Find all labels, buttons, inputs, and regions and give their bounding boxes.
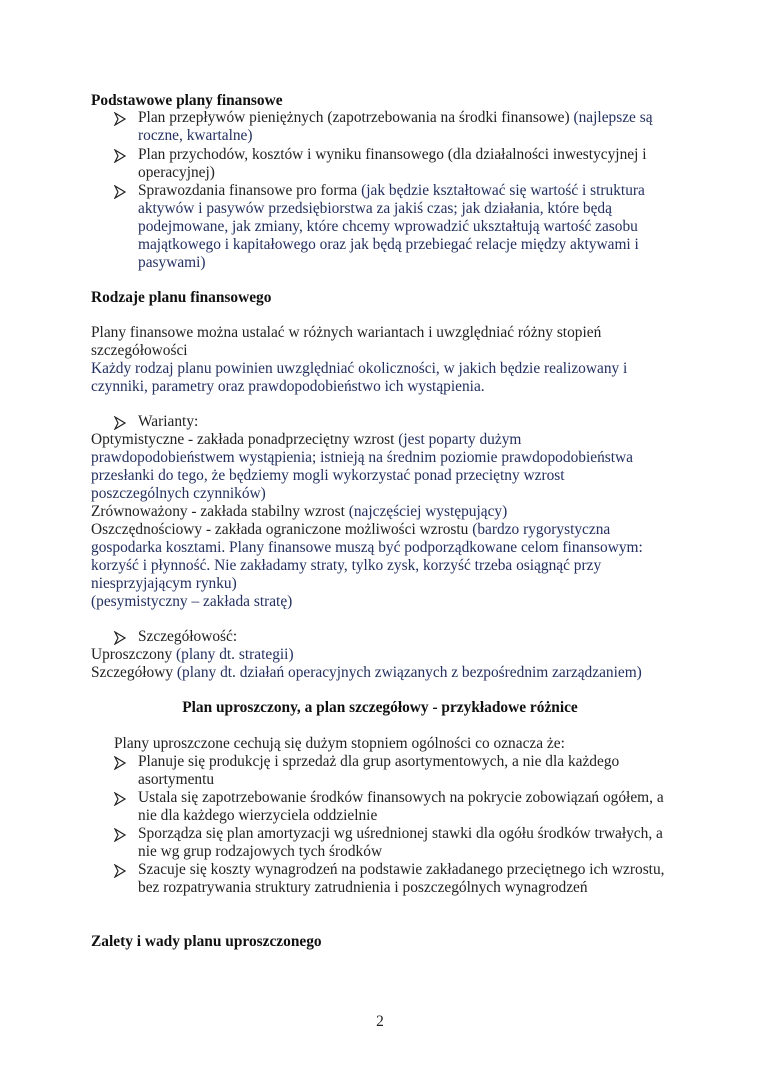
section-heading-differences: Plan uproszczony, a plan szczegółowy - przykładowe różnice [182,699,578,716]
variant-text: Oszczędnościowy - zakłada ograniczone możliwości wzrostu [91,521,473,538]
detail-detailed [91,664,642,682]
list-item: Ustala się zapotrzebowanie środków finansowych na pokrycie zobowiązań ogółem, a [138,789,664,806]
detail-note: (plany dt. działań operacyjnych związanych z bezpośrednim zarządzaniem) [176,664,642,681]
paragraph-line: Plany uproszczone cechują się dużym stopniem ogólności co oznacza że: [114,735,565,752]
detail-note: (plany dt. strategii) [176,646,294,663]
detail-simplified [91,646,294,664]
list-item: Planuje się produkcję i sprzedaż dla grup asortymentowych, a nie dla każdego [138,753,620,770]
section-heading-plan-types: Rodzaje planu finansowego [91,289,272,306]
bullet-note-continued: aktywów i pasywów przedsiębiorstwa za jakiś czas; jak działania, które będą [138,200,612,217]
detail-label: Szczegółowość: [138,628,238,645]
variant-note-continued: korzyść i płynność. Nie zakładamy straty, tylko zysk, korzyść trzeba osiągnąć przy [91,557,602,574]
bullet-text: Sprawozdania finansowe pro forma [138,182,362,199]
section-heading-pros-cons: Zalety i wady planu uproszczonego [91,933,322,950]
variant-note-continued: poszczególnych czynników) [91,485,266,502]
arrow-bullet-icon [113,112,127,126]
variant-note-continued: przesłanki do tego, że będziemy mogli wykorzystać ponad przeciętny wzrost [91,467,565,484]
detail-text: Uproszczony [91,646,177,663]
paragraph-note: czynniki, parametry oraz prawdopodobieństwo ich wystąpienia. [91,378,485,395]
list-item [138,182,645,200]
variant-note: (najczęściej występujący) [348,503,508,520]
bullet-text: Plan przepływów pieniężnych (zapotrzebowania na środki finansowe) [138,109,574,126]
variant-note-continued: niesprzyjającym rynku) [91,575,237,592]
list-item: Sporządza się plan amortyzacji wg uśrednionej stawki dla ogółu środków trwałych, a [138,825,663,842]
variant-text: Optymistyczne - zakłada ponadprzeciętny wzrost [91,431,399,448]
arrow-bullet-icon [113,416,127,430]
page-number: 2 [376,1013,384,1030]
detail-text: Szczegółowy [91,664,177,681]
variant-saving [91,521,610,539]
section-heading-basic-plans: Podstawowe plany finansowe [91,92,283,109]
bullet-note-continued: roczne, kwartalne) [138,127,253,144]
variant-note-continued: prawdopodobieństwem wystąpienia; istnieją na średnim poziomie prawdopodobieństwa [91,449,633,466]
arrow-bullet-icon [113,864,127,878]
list-item-continued: nie wg grup rodzajowych tych środków [138,843,383,860]
variant-optimistic [91,431,521,449]
bullet-note-continued: pasywami) [138,254,206,271]
variant-note-continued: gospodarka kosztami. Plany finansowe muszą być podporządkowane celom finansowym: [91,539,643,556]
bullet-note: (jak będzie kształtować się wartość i struktura [361,182,645,199]
variants-label: Warianty: [138,413,199,430]
list-item: Plan przychodów, kosztów i wyniku finansowego (dla działalności inwestycyjnej i [138,146,647,163]
list-item: Szacuje się koszty wynagrodzeń na podstawie zakładanego przeciętnego ich wzrostu, [138,861,665,878]
variant-balanced [91,503,507,521]
list-item-continued: asortymentu [138,771,215,788]
list-item-continued: bez rozpatrywania struktury zatrudnienia i poszczególnych wynagrodzeń [138,879,588,896]
arrow-bullet-icon [113,185,127,199]
bullet-note-continued: podejmowane, jak zmiany, które chcemy wprowadzić ukształtują wartość zasobu [138,218,638,235]
variant-text: Zrównoważony - zakłada stabilny wzrost [91,503,349,520]
list-item-continued: nie dla każdego wierzyciela oddzielnie [138,807,378,824]
paragraph-line: szczegółowości [91,342,188,359]
bullet-note: (najlepsze są [573,109,653,126]
paragraph-line: Plany finansowe można ustalać w różnych wariantach i uwzględniać różny stopień [91,324,602,341]
arrow-bullet-icon [113,149,127,163]
paragraph-note: Każdy rodzaj planu powinien uwzględniać okoliczności, w jakich będzie realizowany i [91,360,628,377]
list-item [138,109,653,127]
variant-note: (jest poparty dużym [398,431,522,448]
list-item-continued: operacyjnej) [138,164,215,181]
arrow-bullet-icon [113,828,127,842]
arrow-bullet-icon [113,756,127,770]
bullet-note-continued: majątkowego i kapitałowego oraz jak będą przebiegać relacje między aktywami i [138,236,639,253]
arrow-bullet-icon [113,631,127,645]
arrow-bullet-icon [113,792,127,806]
variant-pessimistic: (pesymistyczny – zakłada stratę) [91,593,293,610]
variant-note: (bardzo rygorystyczna [472,521,611,538]
